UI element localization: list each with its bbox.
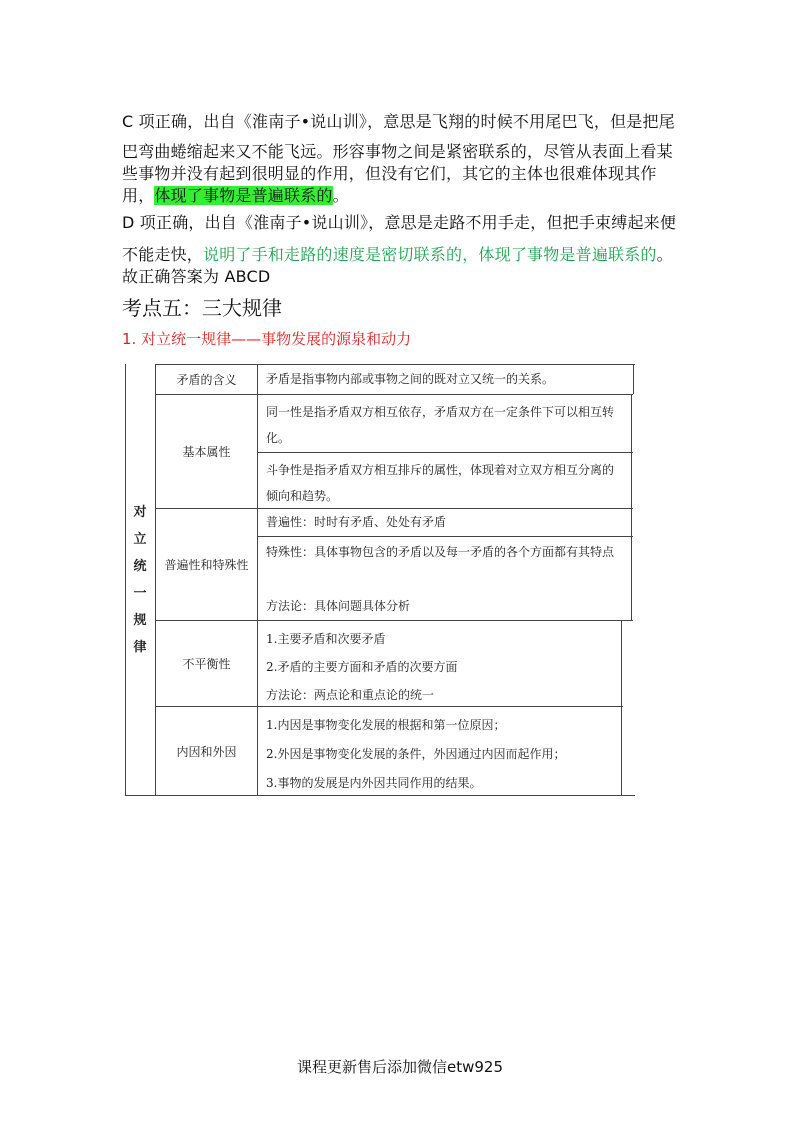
row-content-method-1: 方法论：具体问题具体分析 xyxy=(266,599,411,613)
section-title: 考点五：三大规律 xyxy=(122,296,282,320)
d-option-line-2-suffix: 。 xyxy=(656,245,673,264)
row-content-meaning: 矛盾是指事物内部或事物之间的既对立又统一的关系。 xyxy=(266,372,555,386)
table-side-title-text: 对立统一规律 xyxy=(133,505,147,655)
d-option-answer-line: 故正确答案为 ABCD xyxy=(122,267,271,286)
d-option-green-text: 说明了手和走路的速度是密切联系的，体现了事物是普遍联系的 xyxy=(203,245,657,264)
row-content-struggle: 斗争性是指矛盾双方相互排斥的属性，体现着对立双方相互分离的倾向和趋势。 xyxy=(266,463,615,503)
row-label-internal-external: 内因和外因 xyxy=(176,744,237,759)
d-option-line-2 xyxy=(122,243,682,265)
footer-contact-text: 课程更新售后添加微信etw925 xyxy=(296,1058,503,1076)
table-side-title xyxy=(125,364,155,796)
d-option-paragraph xyxy=(122,211,682,287)
row-content-internal-3: 3.事物的发展是内外因共同作用的结果。 xyxy=(266,776,482,790)
sub-title: 1. 对立统一规律——事物发展的源泉和动力 xyxy=(122,330,412,348)
c-option-line-4 xyxy=(122,184,682,208)
row-content-identity: 同一性是指矛盾双方相互依存，矛盾双方在一定条件下可以相互转化。 xyxy=(266,405,615,445)
contradiction-law-table xyxy=(125,364,635,796)
row-content-imbalance-1: 1.主要矛盾和次要矛盾 xyxy=(266,632,386,646)
row-content-universality: 普遍性：时时有矛盾、处处有矛盾 xyxy=(266,515,447,529)
d-option-line-1: D 项正确，出自《淮南子•说山训》，意思是走路不用手走，但把手束缚起来便 xyxy=(122,213,677,232)
row-label-basic-attributes: 基本属性 xyxy=(182,445,231,459)
row-content-internal-2: 2.外因是事物变化发展的条件，外因通过内因而起作用； xyxy=(266,747,566,761)
c-option-highlight: 体现了事物是普遍联系的 xyxy=(154,186,333,205)
c-option-line-3: 些事物并没有起到很明显的作用，但没有它们，其它的主体也很难体现其作 xyxy=(122,164,657,183)
row-content-imbalance-2: 2.矛盾的主要方面和矛盾的次要方面 xyxy=(266,660,458,674)
c-option-line-2: 巴弯曲蜷缩起来又不能飞远。形容事物之间是紧密联系的，尽管从表面上看某 xyxy=(122,142,673,161)
row-label-meaning: 矛盾的含义 xyxy=(176,372,237,387)
row-content-internal-1: 1.内因是事物变化发展的根据和第一位原因； xyxy=(266,718,506,732)
table-border-right-low xyxy=(621,620,622,796)
c-option-line-4-suffix: 。 xyxy=(332,186,349,205)
table-border-right-top xyxy=(633,364,634,394)
c-option-paragraph xyxy=(122,110,682,208)
row-content-particularity: 特殊性：具体事物包含的矛盾以及每一矛盾的各个方面都有其特点 xyxy=(266,545,615,559)
c-option-line-4-prefix: 用， xyxy=(122,186,155,205)
table-border-right-mid xyxy=(631,394,632,620)
c-option-line-1: C 项正确，出自《淮南子•说山训》，意思是飞翔的时候不用尾巴飞，但是把尾 xyxy=(122,112,675,131)
d-option-line-2-prefix: 不能走快， xyxy=(122,245,204,264)
row-content-method-2: 方法论：两点论和重点论的统一 xyxy=(266,688,435,702)
row-label-imbalance: 不平衡性 xyxy=(182,657,231,671)
row-label-universality: 普遍性和特殊性 xyxy=(164,558,249,572)
